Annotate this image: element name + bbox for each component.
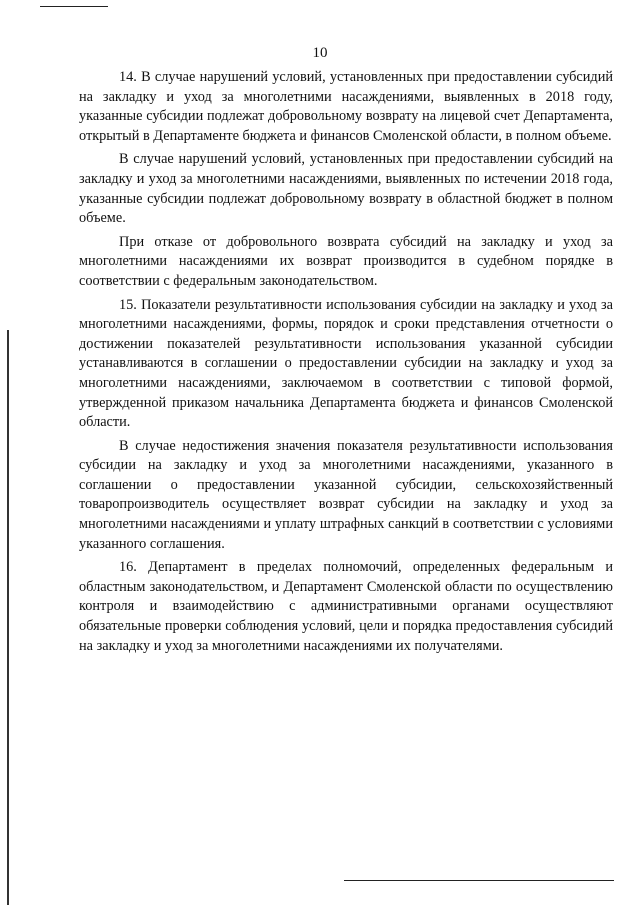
paragraph-14-refusal-of-return: При отказе от добровольного возврата субсидий на закладку и уход за многолетними насаждениями их возврат производится в судебном порядке в соответствии с федеральным законодательством. <box>79 233 613 289</box>
scan-artifact-top-line <box>40 6 108 7</box>
paragraph-15-non-achievement: В случае недостижения значения показателя результативности использования субсидии на закладку и уход за многолетними насаждениями, указанного в соглашении о предоставлении указанной субсидии, сельскохозяйственный товаропроизводитель осуществляет возврат субсидии на закладку и уход за многолетними насаждениями и уплату штрафных санкций в соответствии с условиями указанного соглашения. <box>79 437 613 552</box>
scan-artifact-bottom-line <box>344 880 614 881</box>
paragraph-14: 14. В случае нарушений условий, установленных при предоставлении субсидий на закладку и уход за многолетними насаждениями, выявленных в 2018 году, указанные субсидии подлежат добровольному возврату на лицевой счет Департамента, открытый в Департаменте бюджета и финансов Смоленской области, в полном объеме. <box>79 69 613 144</box>
page-number: 10 <box>312 45 328 61</box>
document-body <box>79 68 613 660</box>
paragraph-14-violations-after-2018: В случае нарушений условий, установленных при предоставлении субсидий на закладку и уход за многолетними насаждениями, выявленных по истечении 2018 года, указанные субсидии подлежат добровольному возврату в областной бюджет в полном объеме. <box>79 151 613 227</box>
scan-artifact-left-line <box>7 330 9 905</box>
paragraph-15: 15. Показатели результативности использования субсидии на закладку и уход за многолетними насаждениями, формы, порядок и сроки представления отчетности о достижении показателей результативности использования указанной субсидии устанавливаются в соглашении о предоставлении субсидии на закладку и уход за многолетними насаждениями, заключаемом в соответствии с типовой формой, утвержденной приказом начальника Департамента бюджета и финансов Смоленской области. <box>79 296 613 431</box>
paragraph-16: 16. Департамент в пределах полномочий, определенных федеральным и областным законодательством, и Департамент Смоленской области по осуществлению контроля и взаимодействию с административными органами осуществляют обязательные проверки соблюдения условий, цели и порядка предоставления субсидий на закладку и уход за многолетними насаждениями их получателями. <box>79 559 613 654</box>
